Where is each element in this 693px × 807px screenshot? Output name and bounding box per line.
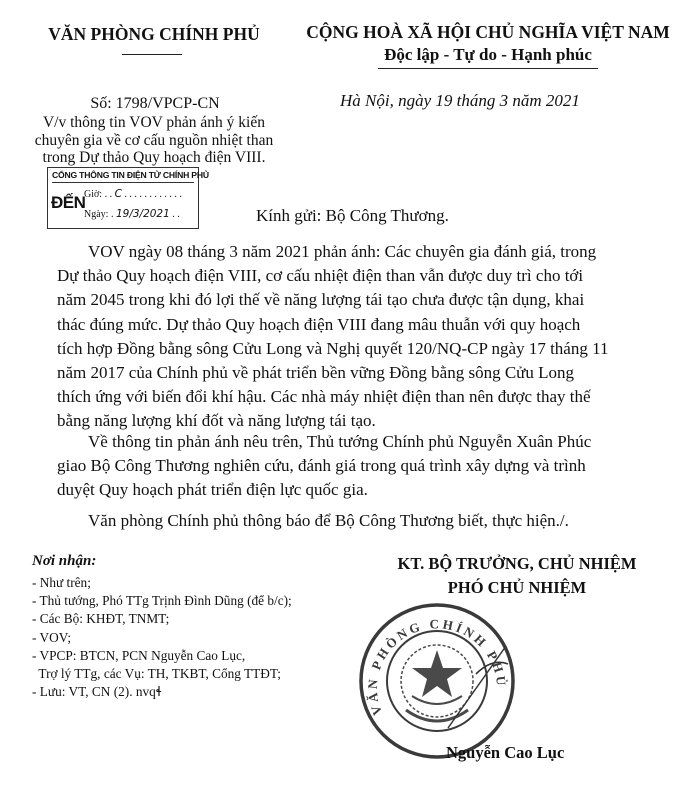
stamp-time-dots-left: . . [104, 189, 113, 200]
svg-text:VĂN PHÒNG CHÍNH PHỦ [365, 616, 510, 717]
signature-role: KT. BỘ TRƯỞNG, CHỦ NHIỆM [397, 554, 637, 573]
paragraph-line: Về thông tin phản ánh nêu trên, Thủ tướng Chính phủ Nguyễn Xuân Phúc [88, 432, 592, 451]
stamp-date-dots-left: . [110, 209, 114, 220]
greeting: Kính gửi: Bộ Công Thương. [256, 206, 449, 225]
stamp-date-row [84, 208, 180, 220]
recipient-item: - VOV; [32, 629, 72, 645]
stamp-den-label: ĐẾN [51, 193, 86, 212]
organization-underline [122, 54, 182, 55]
subject-line: V/v thông tin VOV phản ánh ý kiến [42, 114, 265, 131]
document-number: Số: 1798/VPCP-CN [90, 95, 220, 112]
recipient-item: Trợ lý TTg, các Vụ: TH, TKBT, Cổng TTĐT; [32, 666, 281, 682]
body-paragraph-2 [57, 430, 617, 503]
signer-name: Nguyễn Cao Lục [446, 743, 565, 762]
seal-text-ring [356, 600, 518, 762]
received-stamp [47, 167, 209, 229]
recipient-item: - Như trên; [32, 575, 91, 590]
paragraph-line: thích ứng với biến đổi khí hậu. Các nhà máy nhiệt điện than nên được thay thế [57, 387, 591, 407]
recipients-label: Nơi nhận: [32, 553, 97, 569]
recipient-item: - Thủ tướng, Phó TTg Trịnh Đình Dũng (để b/c); [32, 593, 292, 609]
paragraph-line: duyệt Quy hoạch phát triển điện lực quốc gia. [57, 480, 368, 500]
document-subject [30, 114, 278, 167]
paragraph-line: tích hợp Đồng bằng sông Cửu Long và Nghị quyết 120/NQ-CP ngày 17 tháng 11 [57, 338, 609, 358]
stamp-time-row [84, 188, 182, 200]
subject-line: trong Dự thảo Quy hoạch điện VIII. [42, 149, 266, 166]
stamp-time-label: Giờ: [84, 189, 103, 200]
paragraph-line: giao Bộ Công Thương nghiên cứu, đánh giá trong quá trình xây dựng và trình [57, 456, 586, 476]
paragraph-line: năm 2045 trong khi đó lợi thế về năng lượng tái tạo chưa được tận dụng, khai [57, 290, 585, 310]
stamp-date-value: 19/3/2021 [115, 208, 170, 220]
paragraph-line: VOV ngày 08 tháng 3 năm 2021 phản ánh: Các chuyên gia đánh giá, trong [88, 242, 597, 261]
signature-title: PHÓ CHỦ NHIỆM [447, 578, 587, 597]
body-paragraph-1 [57, 240, 617, 434]
national-motto: Độc lập - Tự do - Hạnh phúc [384, 45, 592, 64]
stamp-date-label: Ngày: [84, 209, 109, 220]
issuing-organization: VĂN PHÒNG CHÍNH PHỦ [48, 24, 260, 44]
seal-text: VĂN PHÒNG CHÍNH PHỦ [364, 616, 510, 718]
stamp-time-dots-right: . . . . . . . . . . . . [124, 189, 182, 200]
recipient-item: - Các Bộ: KHĐT, TNMT; [32, 611, 170, 627]
handwritten-mark-icon: ɬ [155, 685, 163, 701]
paragraph-line: năm 2017 của Chính phủ về phát triển bền vững Đồng bằng sông Cửu Long [57, 363, 575, 383]
place-and-date: Hà Nội, ngày 19 tháng 3 năm 2021 [340, 91, 580, 110]
stamp-header: CỔNG THÔNG TIN ĐIỆN TỬ CHÍNH PHỦ [52, 170, 194, 183]
recipient-item-with-mark [32, 683, 292, 702]
recipient-item: - Lưu: VT, CN (2). nvq [32, 684, 156, 700]
motto-underline [378, 68, 598, 69]
recipient-item: - VPCP: BTCN, PCN Nguyễn Cao Lục, [32, 647, 246, 663]
paragraph-line: bằng năng lượng khí đốt và năng lượng tái tạo. [57, 411, 376, 431]
paragraph-line: Dự thảo Quy hoạch điện VIII, cơ cấu nhiệt điện than vẫn được duy trì cho tới [57, 266, 584, 286]
paragraph-line: Văn phòng Chính phủ thông báo để Bộ Công Thương biết, thực hiện./. [88, 511, 569, 530]
recipients-list [32, 574, 292, 702]
stamp-time-value: C [114, 188, 122, 200]
stamp-date-dots-right: . . [172, 209, 180, 220]
subject-line: chuyên gia về cơ cấu nguồn nhiệt than [34, 131, 274, 149]
seal-text-svg [356, 600, 518, 762]
body-paragraph-3 [57, 509, 617, 533]
national-title: CỘNG HOÀ XÃ HỘI CHỦ NGHĨA VIỆT NAM [306, 22, 670, 42]
paragraph-line: thác đúng mức. Dự thảo Quy hoạch điện VIII đang mâu thuẫn với quy hoạch [57, 314, 581, 334]
